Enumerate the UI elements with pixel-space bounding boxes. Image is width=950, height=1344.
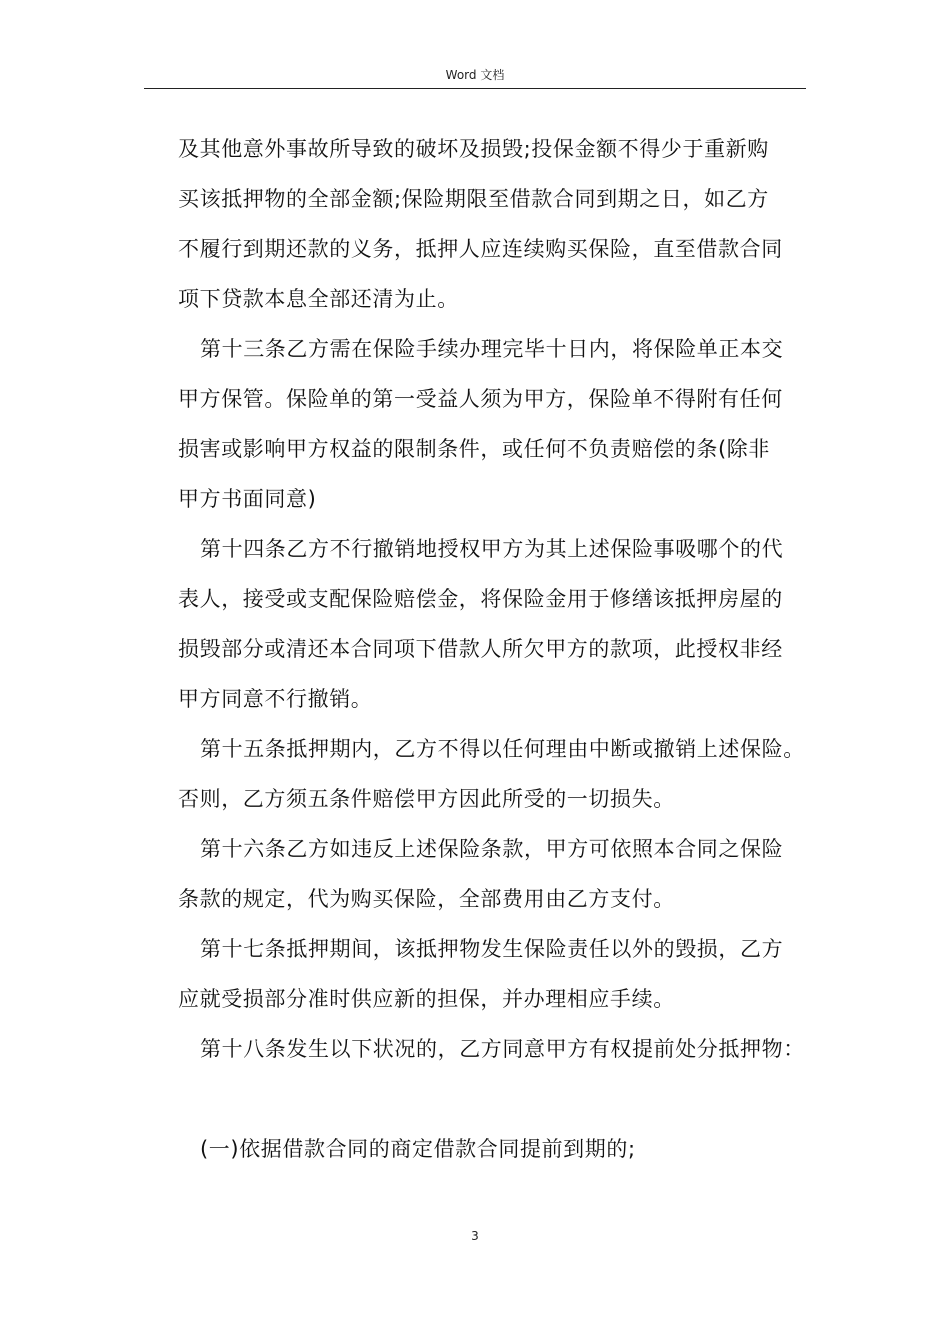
body-text-line: 应就受损部分准时供应新的担保，并办理相应手续。: [178, 987, 675, 1011]
body-text-line: 损害或影响甲方权益的限制条件，或任何不负责赔偿的条(除非: [178, 437, 770, 461]
clause-17-start: 第十七条抵押期间，该抵押物发生保险责任以外的毁损，乙方: [200, 937, 784, 961]
body-text-line: 否则，乙方须五条件赔偿甲方因此所受的一切损失。: [178, 787, 675, 811]
clause-16-start: 第十六条乙方如违反上述保险条款，甲方可依照本合同之保险: [200, 837, 784, 861]
body-text-line: 损毁部分或清还本合同项下借款人所欠甲方的款项，此授权非经: [178, 637, 783, 661]
clause-14-start: 第十四条乙方不行撤销地授权甲方为其上述保险事吸哪个的代: [200, 537, 784, 561]
body-text-line: 买该抵押物的全部金额;保险期限至借款合同到期之日，如乙方: [178, 187, 769, 211]
body-text-line: 甲方同意不行撤销。: [178, 687, 373, 711]
document-header-title: Word 文档: [445, 68, 505, 82]
clause-18-start: 第十八条发生以下状况的，乙方同意甲方有权提前处分抵押物：: [200, 1037, 805, 1061]
body-text-line: 条款的规定，代为购买保险，全部费用由乙方支付。: [178, 887, 675, 911]
body-text-line: 甲方保管。保险单的第一受益人须为甲方，保险单不得附有任何: [178, 387, 783, 411]
clause-13-start: 第十三条乙方需在保险手续办理完毕十日内，将保险单正本交: [200, 337, 784, 361]
body-text-line: 项下贷款本息全部还清为止。: [178, 287, 459, 311]
body-text-line: 不履行到期还款的义务，抵押人应连续购买保险，直至借款合同: [178, 237, 783, 261]
body-text-line: 及其他意外事故所导致的破坏及损毁;投保金额不得少于重新购: [178, 137, 769, 161]
clause-15-start: 第十五条抵押期内，乙方不得以任何理由中断或撤销上述保险。: [200, 737, 805, 761]
body-text-line: 甲方书面同意): [178, 487, 317, 511]
list-item-1: (一)依据借款合同的商定借款合同提前到期的;: [200, 1137, 636, 1161]
page-number: 3: [471, 1229, 479, 1243]
body-text-line: 表人，接受或支配保险赔偿金，将保险金用于修缮该抵押房屋的: [178, 587, 783, 611]
header-divider: [144, 88, 806, 89]
